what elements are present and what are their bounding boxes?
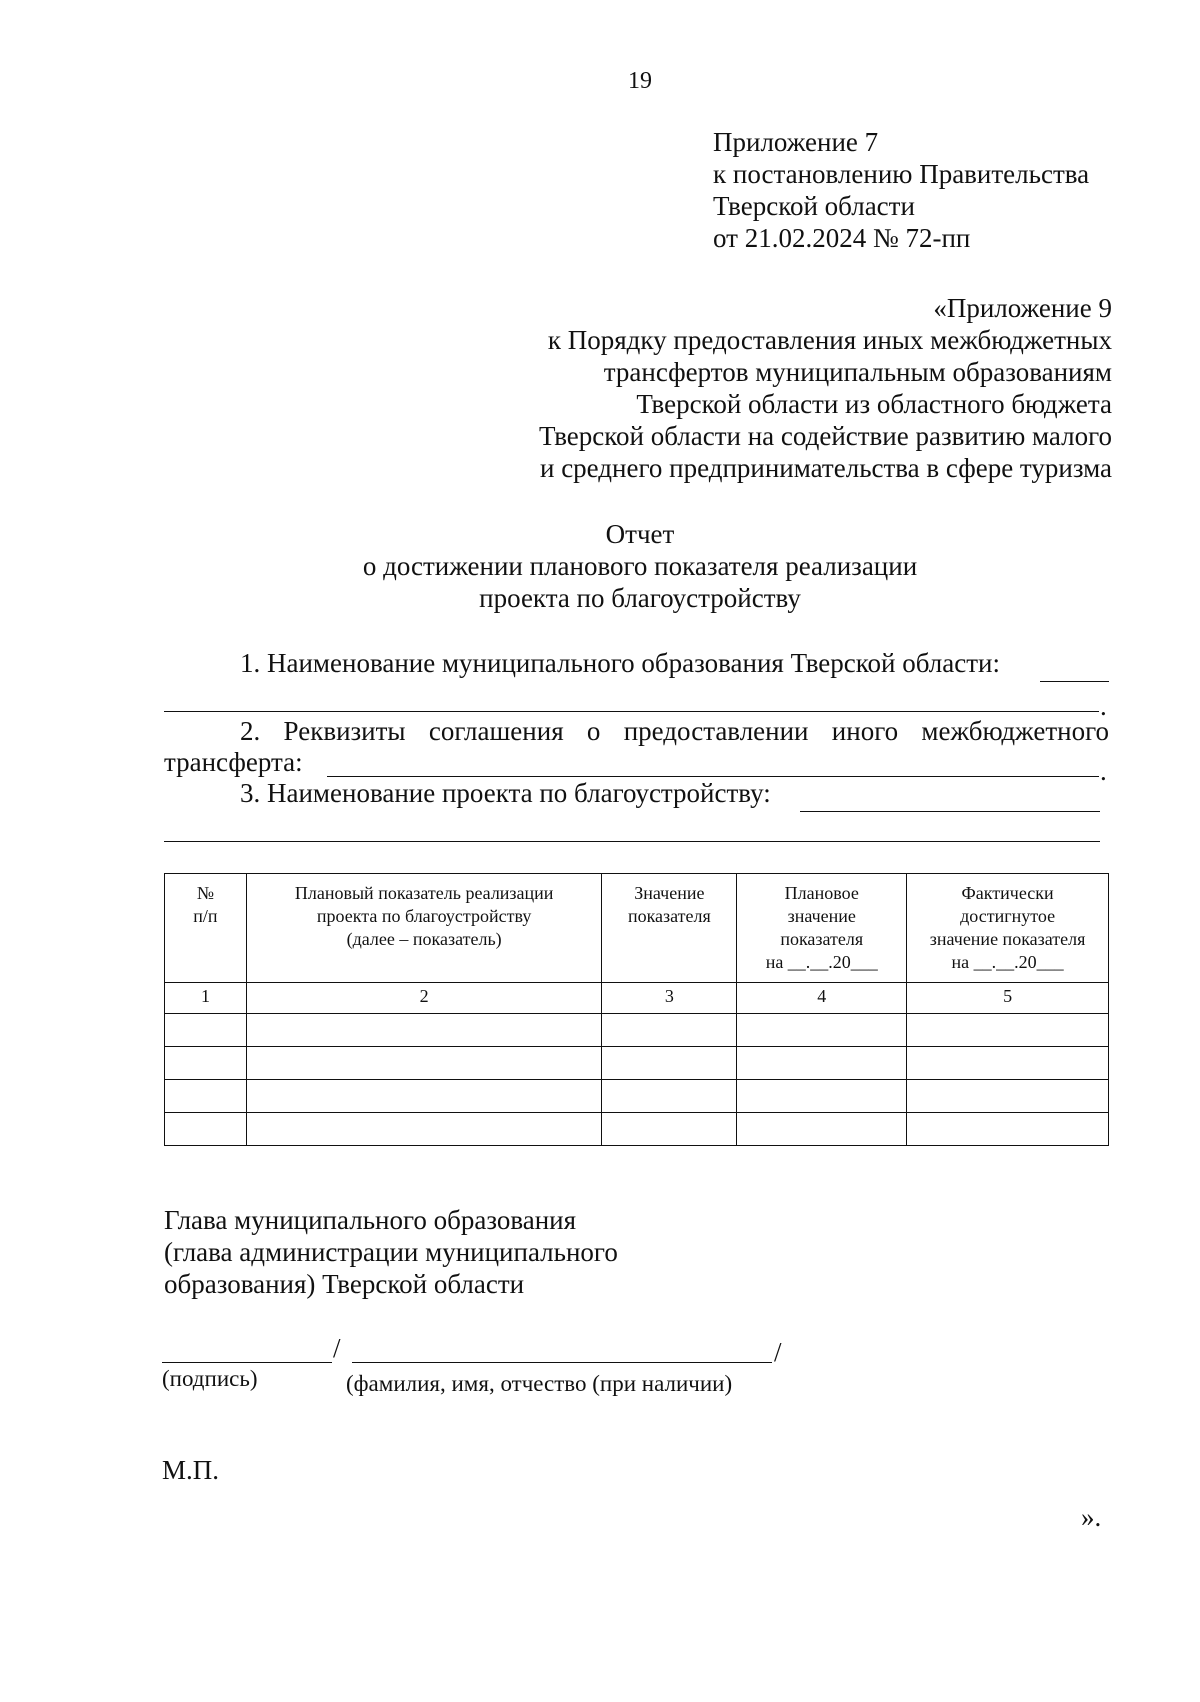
table-cell[interactable] <box>737 1014 907 1047</box>
indicator-table <box>164 873 1109 1146</box>
table-cell[interactable] <box>737 1113 907 1146</box>
table-cell[interactable] <box>602 1047 737 1080</box>
appendix7-line: Тверской области <box>713 191 915 221</box>
table-row <box>165 1080 1109 1113</box>
appendix7-line: к постановлению Правительства <box>713 159 1090 189</box>
name-caption: (фамилия, имя, отчество (при наличии) <box>346 1371 733 1396</box>
appendix9-line: трансфертов муниципальным образованиям <box>603 357 1112 387</box>
table-cell[interactable] <box>602 1014 737 1047</box>
table-cell[interactable] <box>165 1047 247 1080</box>
appendix9-line: и среднего предпринимательства в сфере туризма <box>540 453 1112 483</box>
header-indicator: Плановый показатель реализации проекта по благоустройству (далее – показатель) <box>246 874 602 983</box>
signer-line: (глава администрации муниципального <box>164 1237 618 1267</box>
table-cell[interactable] <box>165 1014 247 1047</box>
table-cell[interactable] <box>246 1047 602 1080</box>
table-row <box>165 1047 1109 1080</box>
name-slash: / <box>774 1337 782 1367</box>
table-cell[interactable] <box>907 1014 1109 1047</box>
report-title <box>0 518 1200 614</box>
table-cell[interactable] <box>737 1080 907 1113</box>
stamp-label: М.П. <box>162 1455 220 1485</box>
column-number: 2 <box>246 983 602 1014</box>
signer-line: образования) Тверской области <box>164 1269 525 1299</box>
title-line: Отчет <box>605 519 675 549</box>
signature-slash: / <box>333 1333 341 1363</box>
project-input-line-2[interactable] <box>164 841 1100 842</box>
table-header-row <box>165 874 1109 983</box>
municipality-input-line-2[interactable] <box>164 711 1099 712</box>
column-number: 5 <box>907 983 1109 1014</box>
table-cell[interactable] <box>907 1113 1109 1146</box>
agreement-label-continued: трансферта: <box>164 747 303 777</box>
municipality-input-line[interactable] <box>1040 681 1109 682</box>
signer-block <box>164 1204 618 1300</box>
table-cell[interactable] <box>907 1080 1109 1113</box>
appendix9-line: к Порядку предоставления иных межбюджетных <box>547 325 1112 355</box>
appendix7-header <box>713 126 1089 254</box>
municipality-label: 1. Наименование муниципального образования Тверской области: <box>240 648 1000 678</box>
period-mark: . <box>1100 756 1107 786</box>
closing-quote: ». <box>1081 1502 1102 1532</box>
header-value: Значение показателя <box>602 874 737 983</box>
appendix7-line: от 21.02.2024 № 72-пп <box>713 223 971 253</box>
header-number: № п/п <box>165 874 247 983</box>
table-row <box>165 1014 1109 1047</box>
appendix9-line: Тверской области из областного бюджета <box>636 389 1112 419</box>
page-number: 19 <box>628 68 652 94</box>
agreement-label: 2. Реквизиты соглашения о предоставлении иного межбюджетного <box>240 716 1109 746</box>
header-actual: Фактически достигнутое значение показателя на __.__.20___ <box>907 874 1109 983</box>
appendix9-line: Тверской области на содействие развитию малого <box>539 421 1112 451</box>
appendix7-line: Приложение 7 <box>713 127 879 157</box>
table-cell[interactable] <box>602 1080 737 1113</box>
appendix9-line: «Приложение 9 <box>933 293 1112 323</box>
column-number: 1 <box>165 983 247 1014</box>
title-line: проекта по благоустройству <box>479 583 801 613</box>
table-cell[interactable] <box>907 1047 1109 1080</box>
project-input-line[interactable] <box>800 811 1100 812</box>
table-row <box>165 1113 1109 1146</box>
table-cell[interactable] <box>737 1047 907 1080</box>
project-label: 3. Наименование проекта по благоустройству: <box>240 778 771 808</box>
table-cell[interactable] <box>246 1113 602 1146</box>
column-number: 4 <box>737 983 907 1014</box>
table-cell[interactable] <box>165 1080 247 1113</box>
appendix9-header <box>539 292 1112 484</box>
column-number: 3 <box>602 983 737 1014</box>
signature-line[interactable] <box>162 1362 332 1363</box>
table-cell[interactable] <box>246 1080 602 1113</box>
column-number-row <box>165 983 1109 1014</box>
title-line: о достижении планового показателя реализации <box>362 551 918 581</box>
table-cell[interactable] <box>602 1113 737 1146</box>
header-planned: Плановое значение показателя на __.__.20___ <box>737 874 907 983</box>
table-cell[interactable] <box>165 1113 247 1146</box>
signature-caption: (подпись) <box>162 1366 258 1391</box>
name-line[interactable] <box>352 1362 772 1363</box>
table-cell[interactable] <box>246 1014 602 1047</box>
period-mark: . <box>1100 691 1107 721</box>
signer-line: Глава муниципального образования <box>164 1205 577 1235</box>
